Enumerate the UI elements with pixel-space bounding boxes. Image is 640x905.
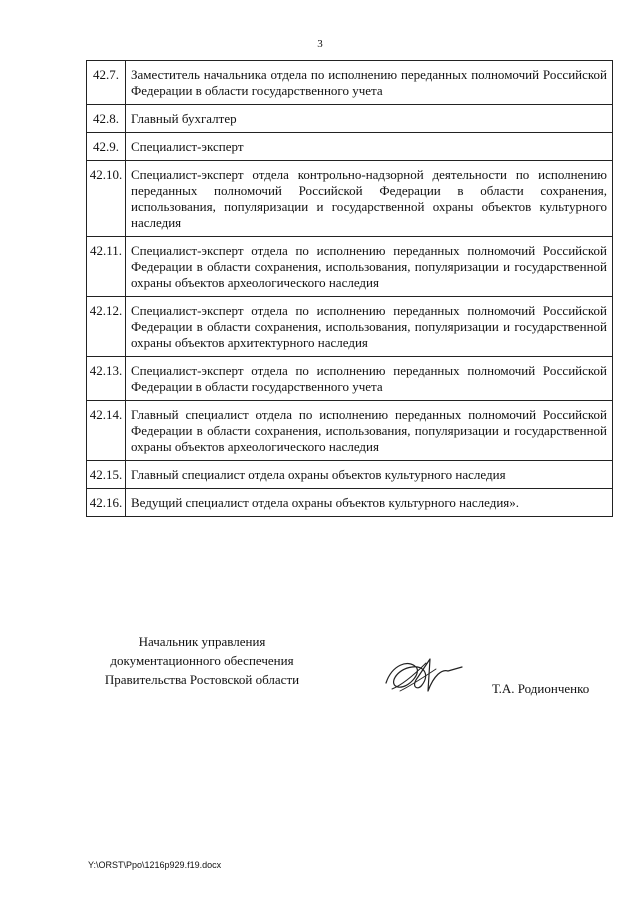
table-row: [87, 237, 613, 297]
row-text: Специалист-эксперт: [126, 133, 613, 161]
row-number: 42.12.: [87, 297, 126, 357]
row-text: Специалист-эксперт отдела по исполнению переданных полномочий Российской Федерации в области государственного учета: [126, 357, 613, 401]
row-text: Главный специалист отдела охраны объектов культурного наследия: [126, 461, 613, 489]
table-row: [87, 297, 613, 357]
row-number: 42.13.: [87, 357, 126, 401]
positions-table: [86, 60, 613, 517]
handwritten-signature: [378, 645, 468, 705]
table-row: [87, 61, 613, 105]
row-number: 42.15.: [87, 461, 126, 489]
row-text: Специалист-эксперт отдела по исполнению переданных полномочий Российской Федерации в области сохранения, использования, популяризации и государственной охраны объектов архитектурного наследия: [126, 297, 613, 357]
row-text: Главный специалист отдела по исполнению переданных полномочий Российской Федерации в области сохранения, использования, популяризации и государственной охраны объектов археологического наследия: [126, 401, 613, 461]
row-number: 42.16.: [87, 489, 126, 517]
file-path: Y:\ORST\Ppo\1216p929.f19.docx: [88, 860, 222, 870]
row-text: Специалист-эксперт отдела по исполнению переданных полномочий Российской Федерации в области сохранения, использования, популяризации и государственной охраны объектов археологического наследия: [126, 237, 613, 297]
row-number: 42.11.: [87, 237, 126, 297]
table-row: [87, 461, 613, 489]
row-text: Заместитель начальника отдела по исполнению переданных полномочий Российской Федерации в области государственного учета: [126, 61, 613, 105]
table-row: [87, 161, 613, 237]
row-text: Ведущий специалист отдела охраны объектов культурного наследия».: [126, 489, 613, 517]
signatory-name: Т.А. Родионченко: [492, 681, 590, 696]
row-number: 42.8.: [87, 105, 126, 133]
table-row: [87, 133, 613, 161]
table-row: [87, 489, 613, 517]
row-number: 42.7.: [87, 61, 126, 105]
signatory-title-line: документационного обеспечения: [110, 653, 294, 668]
page-number: 3: [317, 38, 323, 50]
row-text: Специалист-эксперт отдела контрольно-надзорной деятельности по исполнению переданных полномочий Российской Федерации в области сохранения, использования, популяризации и государственной охраны объектов культурного наследия: [126, 161, 613, 237]
row-number: 42.10.: [87, 161, 126, 237]
row-number: 42.14.: [87, 401, 126, 461]
table-row: [87, 105, 613, 133]
table-row: [87, 401, 613, 461]
row-text: Главный бухгалтер: [126, 105, 613, 133]
row-number: 42.9.: [87, 133, 126, 161]
table-row: [87, 357, 613, 401]
signatory-title: [86, 632, 318, 689]
signatory-title-line: Правительства Ростовской области: [104, 672, 300, 687]
signatory-title-line: Начальник управления: [138, 634, 266, 649]
